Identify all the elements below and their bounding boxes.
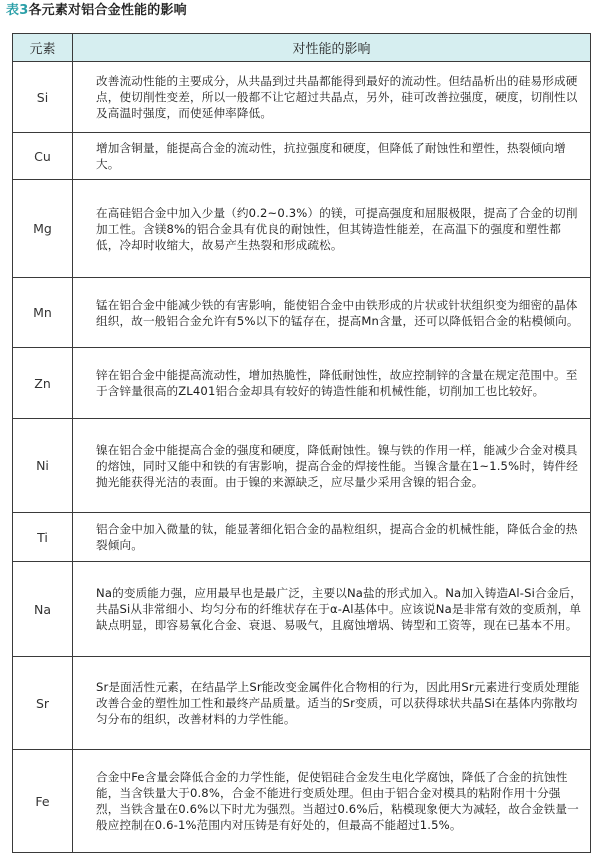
element-cell: Zn (13, 348, 73, 419)
element-effects-table (12, 33, 591, 853)
table-row (13, 348, 591, 419)
effect-cell: Sr是面活性元素，在结晶学上Sr能改变金属件化合物相的行为，因此用Sr元素进行变质处理能改善合金的塑性加工性和最终产品质量。适当的Sr变质，可以获得球状共晶Si在基体内弥散均匀分布的组织，改善材料的力学性能。 (73, 657, 591, 750)
table-number: 表3 (6, 3, 29, 18)
effect-cell: 铝合金中加入微量的钛，能显著细化铝合金的晶粒组织，提高合金的机械性能，降低合金的热裂倾向。 (73, 513, 591, 562)
table-caption (6, 3, 187, 19)
element-cell: Fe (13, 750, 73, 853)
effect-cell: 在高硅铝合金中加入少量（约0.2~0.3%）的镁，可提高强度和屈服极限，提高了合金的切削加工性。含镁8%的铝合金具有优良的耐蚀性，但其铸造性能差，在高温下的强度和塑性都低，冷却时收缩大，故易产生热裂和形成疏松。 (73, 180, 591, 278)
effect-cell: 锰在铝合金中能减少铁的有害影响，能使铝合金中由铁形成的片状或针状组织变为细密的晶体组织，故一般铝合金允许有5%以下的锰存在，提高Mn含量，还可以降低铝合金的粘模倾向。 (73, 278, 591, 348)
header-row (13, 34, 591, 62)
effect-cell: Na的变质能力强，应用最早也是最广泛，主要以Na盐的形式加入。Na加入铸造Al-Si合金后，共晶Si从非常细小、均匀分布的纤维状存在于α-Al基体中。应该说Na是非常有效的变质剂，单缺点明显，即容易氧化合金、衰退、易吸气，且腐蚀增埚、铸型和工资等，现在已基本不用。 (73, 562, 591, 657)
header-effect: 对性能的影响 (73, 34, 591, 62)
table-row (13, 419, 591, 513)
effect-cell: 增加含铜量，能提高合金的流动性，抗拉强度和硬度，但降低了耐蚀性和塑性，热裂倾向增大。 (73, 133, 591, 180)
table-row (13, 278, 591, 348)
effect-cell: 改善流动性能的主要成分，从共晶到过共晶都能得到最好的流动性。但结晶析出的硅易形成硬点，使切削性变差，所以一般都不让它超过共晶点，另外，硅可改善拉强度，硬度，切削性以及高温时强度，而使延伸率降低。 (73, 62, 591, 133)
element-cell: Sr (13, 657, 73, 750)
table-row (13, 562, 591, 657)
table-row (13, 133, 591, 180)
element-cell: Si (13, 62, 73, 133)
element-cell: Ni (13, 419, 73, 513)
element-cell: Na (13, 562, 73, 657)
table-row (13, 62, 591, 133)
element-cell: Cu (13, 133, 73, 180)
effect-cell: 锌在铝合金中能提高流动性，增加热脆性，降低耐蚀性，故应控制锌的含量在规定范围中。至于含锌量很高的ZL401铝合金却具有较好的铸造性能和机械性能，切削加工也比较好。 (73, 348, 591, 419)
table-row (13, 513, 591, 562)
element-cell: Mg (13, 180, 73, 278)
header-element: 元素 (13, 34, 73, 62)
element-cell: Ti (13, 513, 73, 562)
table-row (13, 750, 591, 853)
effect-cell: 镍在铝合金中能提高合金的强度和硬度，降低耐蚀性。镍与铁的作用一样，能减少合金对模具的熔蚀，同时又能中和铁的有害影响，提高合金的焊接性能。当镍含量在1~1.5%时，铸件经抛光能获得光洁的表面。由于镍的来源缺乏，应尽量少采用含镍的铝合金。 (73, 419, 591, 513)
table-row (13, 657, 591, 750)
effect-cell: 合金中Fe含量会降低合金的力学性能，促使铝硅合金发生电化学腐蚀，降低了合金的抗蚀性能，当含铁量大于0.8%，合金不能进行变质处理。但由于铝合金对模具的粘附作用十分强烈，当铁含量在0.6%以下时尤为强烈。当超过0.6%后，粘模现象便大为减轻，故合金铁量一般应控制在0.6-1%范围内对压铸是有好处的，但最高不能超过1.5%。 (73, 750, 591, 853)
element-cell: Mn (13, 278, 73, 348)
table-title: 各元素对铝合金性能的影响 (28, 3, 187, 18)
table-row (13, 180, 591, 278)
